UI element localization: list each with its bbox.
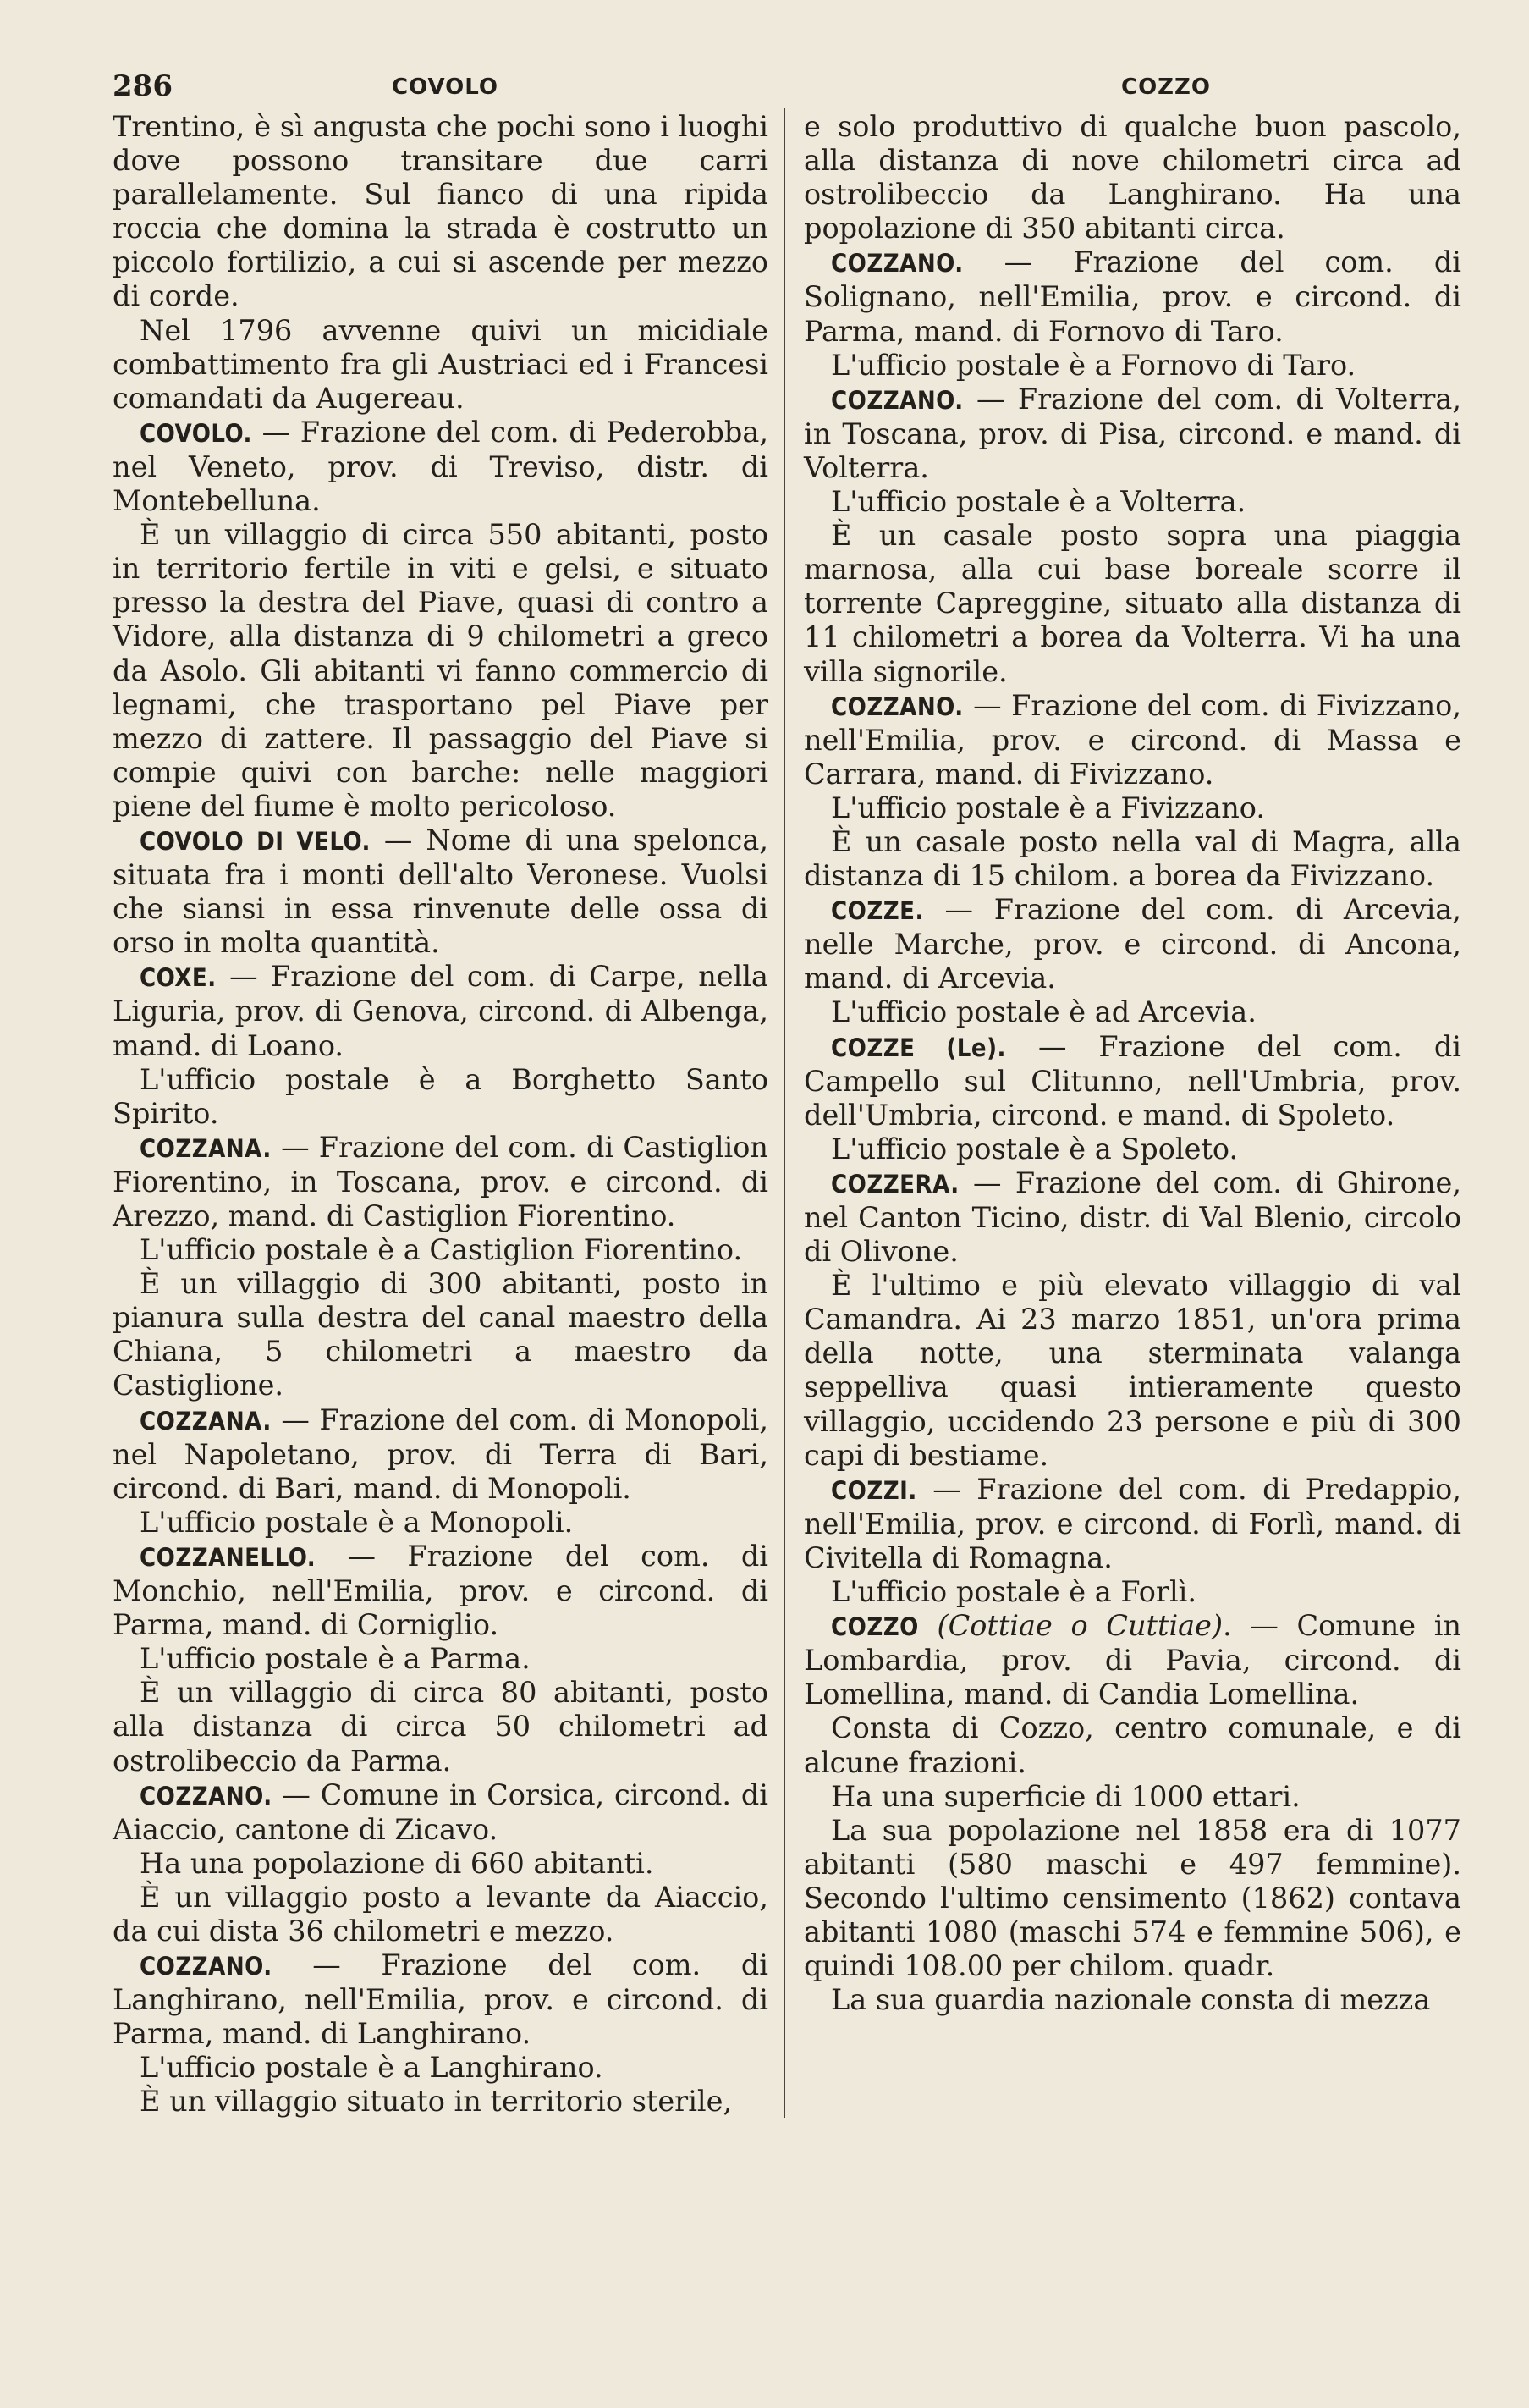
left-column: [113, 110, 768, 2119]
gazetteer-entry: [804, 1473, 1461, 1575]
paragraph: L'ufficio postale è a Fornovo di Taro.: [831, 348, 1356, 382]
entry-headword: COZZANELLO.: [140, 1542, 316, 1572]
entry-text: — Frazione del com. di Predappio, nell'Emilia, prov. e circond. di Forlì, mand. di Civitella di Romagna.: [804, 1472, 1461, 1574]
entry-text: — Frazione del com. di Campello sul Clitunno, nell'Umbria, prov. dell'Umbria, circond. e mand. di Spoleto.: [804, 1029, 1461, 1132]
continued-paragraph: e solo produttivo di qualche buon pascolo, alla distanza di nove chilometri circa ad ostrolibeccio da Langhirano. Ha una popolazione di 350 abitanti circa.: [804, 110, 1461, 245]
entry-headword: COZZANO.: [140, 1952, 272, 1981]
entry-text: — Frazione del com. di Carpe, nella Liguria, prov. di Genova, circond. di Albenga, mand. di Loano.: [113, 960, 768, 1062]
paragraph: Ha una superficie di 1000 ettari.: [831, 1779, 1301, 1813]
entry-headword: COZZE.: [831, 896, 924, 926]
gazetteer-entry: [804, 1609, 1461, 1711]
entry-text: — Frazione del com. di Pederobba, nel Veneto, prov. di Treviso, distr. di Montebelluna.: [113, 415, 768, 518]
entry-headword: COZZANO.: [831, 385, 964, 415]
paragraph: Ha una popolazione di 660 abitanti.: [140, 1846, 654, 1880]
paragraph: L'ufficio postale è ad Arcevia.: [831, 995, 1257, 1029]
gazetteer-entry: [113, 416, 768, 518]
entry-headword: COVOLO DI VELO.: [140, 826, 371, 856]
continued-paragraph: Trentino, è sì angusta che pochi sono i luoghi dove possono transitare due carri parallelamente. Sul fianco di una ripida roccia che domina la strada è costrutto un piccolo fortilizio, a cui si ascende per mezzo di corde.: [113, 110, 768, 313]
gazetteer-entry: [804, 689, 1461, 791]
paragraph: L'ufficio postale è a Monopoli.: [140, 1505, 574, 1539]
gazetteer-entry: [113, 1131, 768, 1233]
entry-headword: COZZANO.: [140, 1781, 272, 1810]
paragraph: L'ufficio postale è a Forlì.: [831, 1575, 1197, 1609]
gazetteer-entry: [113, 824, 768, 960]
entry-latin-name: (Cottiae o Cuttiae): [937, 1609, 1224, 1643]
gazetteer-entry: [113, 960, 768, 1062]
paragraph: La sua popolazione nel 1858 era di 1077 abitanti (580 maschi e 497 femmine). Secondo l'ultimo censimento (1862) contava abitanti 1080 (maschi 574 e femmine 506), e quindi 108.00 per chilom. quadr.: [804, 1813, 1461, 1983]
gazetteer-entry: [113, 1403, 768, 1506]
gazetteer-entry: [804, 245, 1461, 348]
entry-text: — Frazione del com. di Castiglion Fiorentino, in Toscana, prov. e circond. di Arezzo, mand. di Castiglion Fiorentino.: [113, 1130, 768, 1232]
entry-text: — Frazione del com. di Solignano, nell'Emilia, prov. e circond. di Parma, mand. di Fornovo di Taro.: [804, 245, 1461, 348]
paragraph: È un villaggio di circa 550 abitanti, posto in territorio fertile in viti e gelsi, e situato presso la destra del Piave, quasi di contro a Vidore, alla distanza di 9 chilometri a greco da Asolo. Gli abitanti vi fanno commercio di legnami, che trasportano pel Piave per mezzo di zattere. Il passaggio del Piave si compie quivi con barche: nelle maggiori piene del fiume è molto pericoloso.: [113, 518, 768, 823]
entry-headword: COZZE (Le).: [831, 1033, 1006, 1062]
gazetteer-entry: [804, 1166, 1461, 1269]
paragraph: È un villaggio situato in territorio sterile,: [140, 2085, 733, 2119]
entry-text: — Frazione del com. di Langhirano, nell'Emilia, prov. e circond. di Parma, mand. di Langhirano.: [113, 1948, 768, 2051]
paragraph: L'ufficio postale è a Parma.: [140, 1642, 531, 1676]
entry-headword: COZZANA.: [140, 1406, 272, 1435]
entry-headword: COZZI.: [831, 1475, 917, 1505]
gazetteer-entry: [113, 1540, 768, 1642]
paragraph: È un casale posto sopra una piaggia marnosa, alla cui base boreale scorre il torrente Capreggine, situato alla distanza di 11 chilometri a borea da Volterra. Vi ha una villa signorile.: [804, 519, 1461, 688]
entry-text: — Frazione del com. di Arcevia, nelle Marche, prov. e circond. di Ancona, mand. di Arcevia.: [804, 893, 1461, 995]
entry-text: — Frazione del com. di Volterra, in Toscana, prov. di Pisa, circond. e mand. di Volterra.: [804, 382, 1461, 484]
paragraph: È un villaggio di circa 80 abitanti, posto alla distanza di circa 50 chilometri ad ostrolibeccio da Parma.: [113, 1676, 768, 1777]
entry-text: — Frazione del com. di Monopoli, nel Napoletano, prov. di Terra di Bari, circond. di Bari, mand. di Monopoli.: [113, 1402, 768, 1505]
page-number: 286: [113, 69, 173, 103]
paragraph: È l'ultimo e più elevato villaggio di val Camandra. Ai 23 marzo 1851, un'ora prima della notte, una sterminata valanga seppelliva quasi intieramente questo villaggio, uccidendo 23 persone e più di 300 capi di bestiame.: [804, 1269, 1461, 1472]
entry-headword: COZZANO.: [831, 249, 964, 278]
paragraph: Consta di Cozzo, centro comunale, e di alcune frazioni.: [804, 1711, 1461, 1779]
entry-headword: COXE.: [140, 963, 217, 993]
paragraph: L'ufficio postale è a Castiglion Fiorentino.: [140, 1233, 743, 1267]
paragraph: È un casale posto nella val di Magra, alla distanza di 15 chilom. a borea da Fivizzano.: [804, 824, 1461, 893]
entry-headword: COZZO: [831, 1612, 919, 1642]
paragraph: L'ufficio postale è a Borghetto Santo Spirito.: [113, 1062, 768, 1130]
entry-headword: COZZANA.: [140, 1133, 272, 1163]
entry-headword: COZZERA.: [831, 1169, 960, 1198]
entry-text: — Nome di una spelonca, situata fra i monti dell'alto Veronese. Vuolsi che siansi in essa rinvenute delle ossa di orso in molta quantità.: [113, 823, 768, 960]
entry-text: — Comune in Corsica, circond. di Aiaccio, cantone di Zicavo.: [113, 1777, 768, 1846]
entry-headword: COZZANO.: [831, 692, 964, 721]
gazetteer-entry: [804, 893, 1461, 995]
paragraph: L'ufficio postale è a Volterra.: [831, 485, 1246, 519]
column-divider: [784, 108, 785, 2118]
paragraph: L'ufficio postale è a Fivizzano.: [831, 791, 1266, 824]
gazetteer-entry: [804, 1030, 1461, 1132]
paragraph: È un villaggio posto a levante da Aiaccio, da cui dista 36 chilometri e mezzo.: [113, 1880, 768, 1948]
paragraph: L'ufficio postale è a Spoleto.: [831, 1132, 1239, 1165]
running-head-left: COVOLO: [392, 74, 498, 100]
running-head-right: COZZO: [1121, 74, 1211, 100]
paragraph: Nel 1796 avvenne quivi un micidiale combattimento fra gli Austriaci ed i Francesi comandati da Augereau.: [113, 313, 768, 415]
entry-text: — Frazione del com. di Monchio, nell'Emilia, prov. e circond. di Parma, mand. di Corniglio.: [113, 1539, 768, 1642]
paragraph: L'ufficio postale è a Langhirano.: [140, 2051, 603, 2085]
gazetteer-entry: [113, 1778, 768, 1847]
entry-headword: COVOLO.: [140, 418, 252, 448]
paragraph: La sua guardia nazionale consta di mezza: [831, 1983, 1431, 2017]
gazetteer-entry: [113, 1948, 768, 2051]
paragraph: È un villaggio di 300 abitanti, posto in pianura sulla destra del canal maestro della Chiana, 5 chilometri a maestro da Castiglione.: [113, 1267, 768, 1402]
entry-text: — Frazione del com. di Fivizzano, nell'Emilia, prov. e circond. di Massa e Carrara, mand. di Fivizzano.: [804, 688, 1461, 791]
gazetteer-entry: [804, 383, 1461, 485]
entry-text: — Frazione del com. di Ghirone, nel Canton Ticino, distr. di Val Blenio, circolo di Olivone.: [804, 1165, 1461, 1269]
right-column: [804, 110, 1461, 2017]
entry-text: . — Comune in Lombardia, prov. di Pavia, circond. di Lomellina, mand. di Candia Lomellina.: [804, 1609, 1461, 1711]
